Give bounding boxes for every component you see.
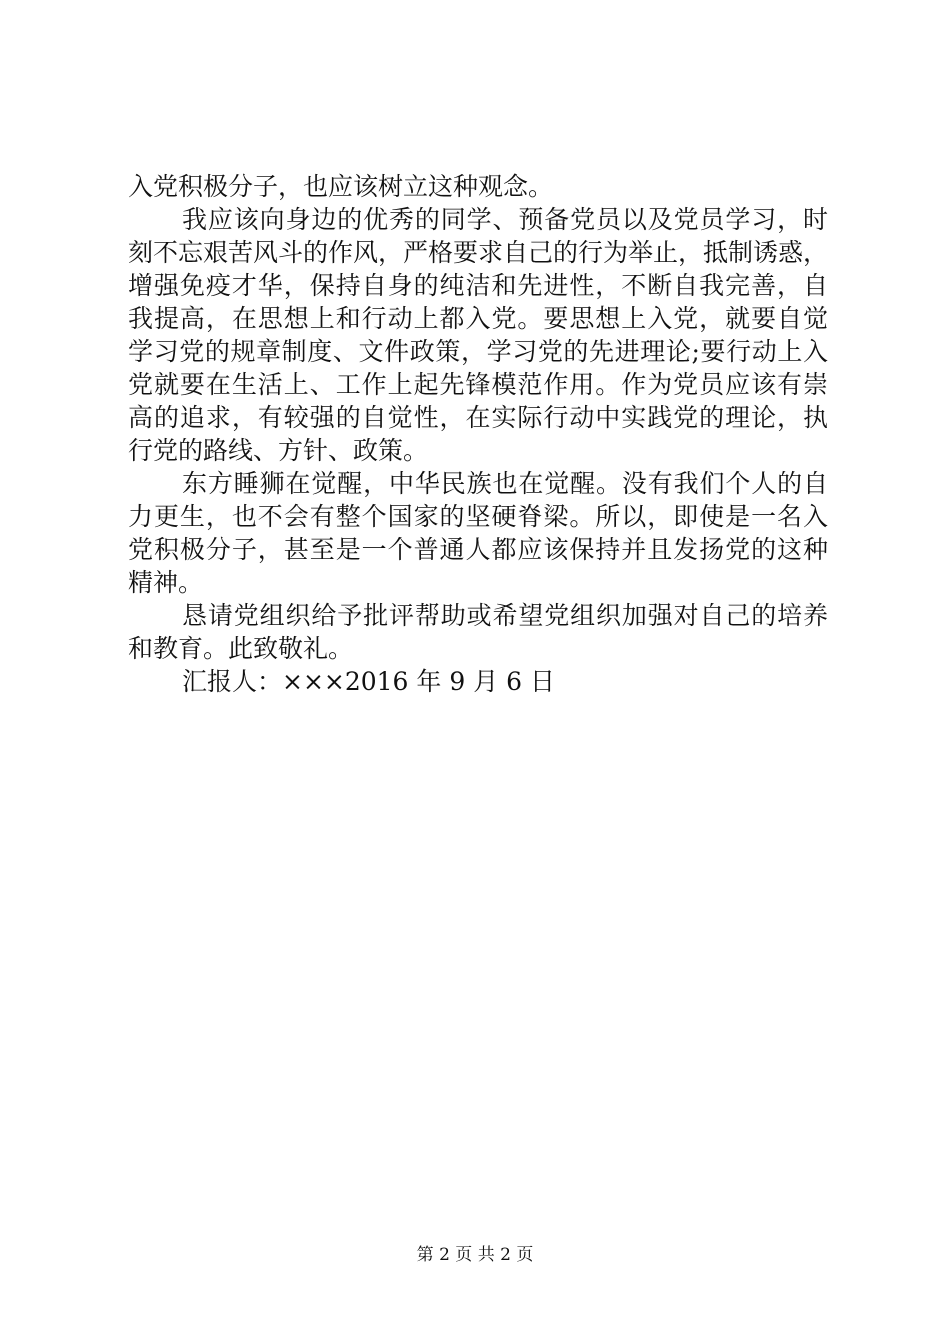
page-number: 第 2 页 共 2 页: [416, 1245, 534, 1265]
text-line: 我提高，在思想上和行动上都入党。要思想上入党，就要自觉: [128, 304, 828, 333]
text-line: 党积极分子，甚至是一个普通人都应该保持并且发扬党的这种: [128, 535, 828, 564]
document-body: [128, 170, 828, 698]
signature-line: 汇报人：×××2016 年 9 月 6 日: [182, 667, 556, 696]
text-line: 和教育。此致敬礼。: [128, 634, 354, 663]
paragraph: [128, 170, 828, 203]
page-footer: [0, 1244, 950, 1266]
text-line: 高的追求，有较强的自觉性，在实际行动中实践党的理论，执: [128, 403, 828, 432]
paragraph: [128, 599, 828, 665]
text-line: 增强免疫才华，保持自身的纯洁和先进性，不断自我完善，自: [128, 271, 828, 300]
text-line: 党就要在生活上、工作上起先锋模范作用。作为党员应该有崇: [128, 370, 828, 399]
text-line: 力更生，也不会有整个国家的坚硬脊梁。所以，即使是一名入: [128, 502, 828, 531]
text-line: 刻不忘艰苦风斗的作风，严格要求自己的行为举止，抵制诱惑，: [128, 238, 829, 267]
text-line: 我应该向身边的优秀的同学、预备党员以及党员学习，时: [182, 205, 828, 234]
paragraph: [128, 203, 828, 467]
text-line: 恳请党组织给予批评帮助或希望党组织加强对自己的培养: [182, 601, 828, 630]
signature-paragraph: [128, 665, 828, 698]
paragraph: [128, 467, 828, 599]
text-line: 东方睡狮在觉醒，中华民族也在觉醒。没有我们个人的自: [182, 469, 828, 498]
text-line: 入党积极分子，也应该树立这种观念。: [128, 172, 554, 201]
text-line: 行党的路线、方针、政策。: [128, 436, 429, 465]
text-line: 学习党的规章制度、文件政策，学习党的先进理论;要行动上入: [128, 337, 828, 366]
text-line: 精神。: [128, 568, 204, 597]
